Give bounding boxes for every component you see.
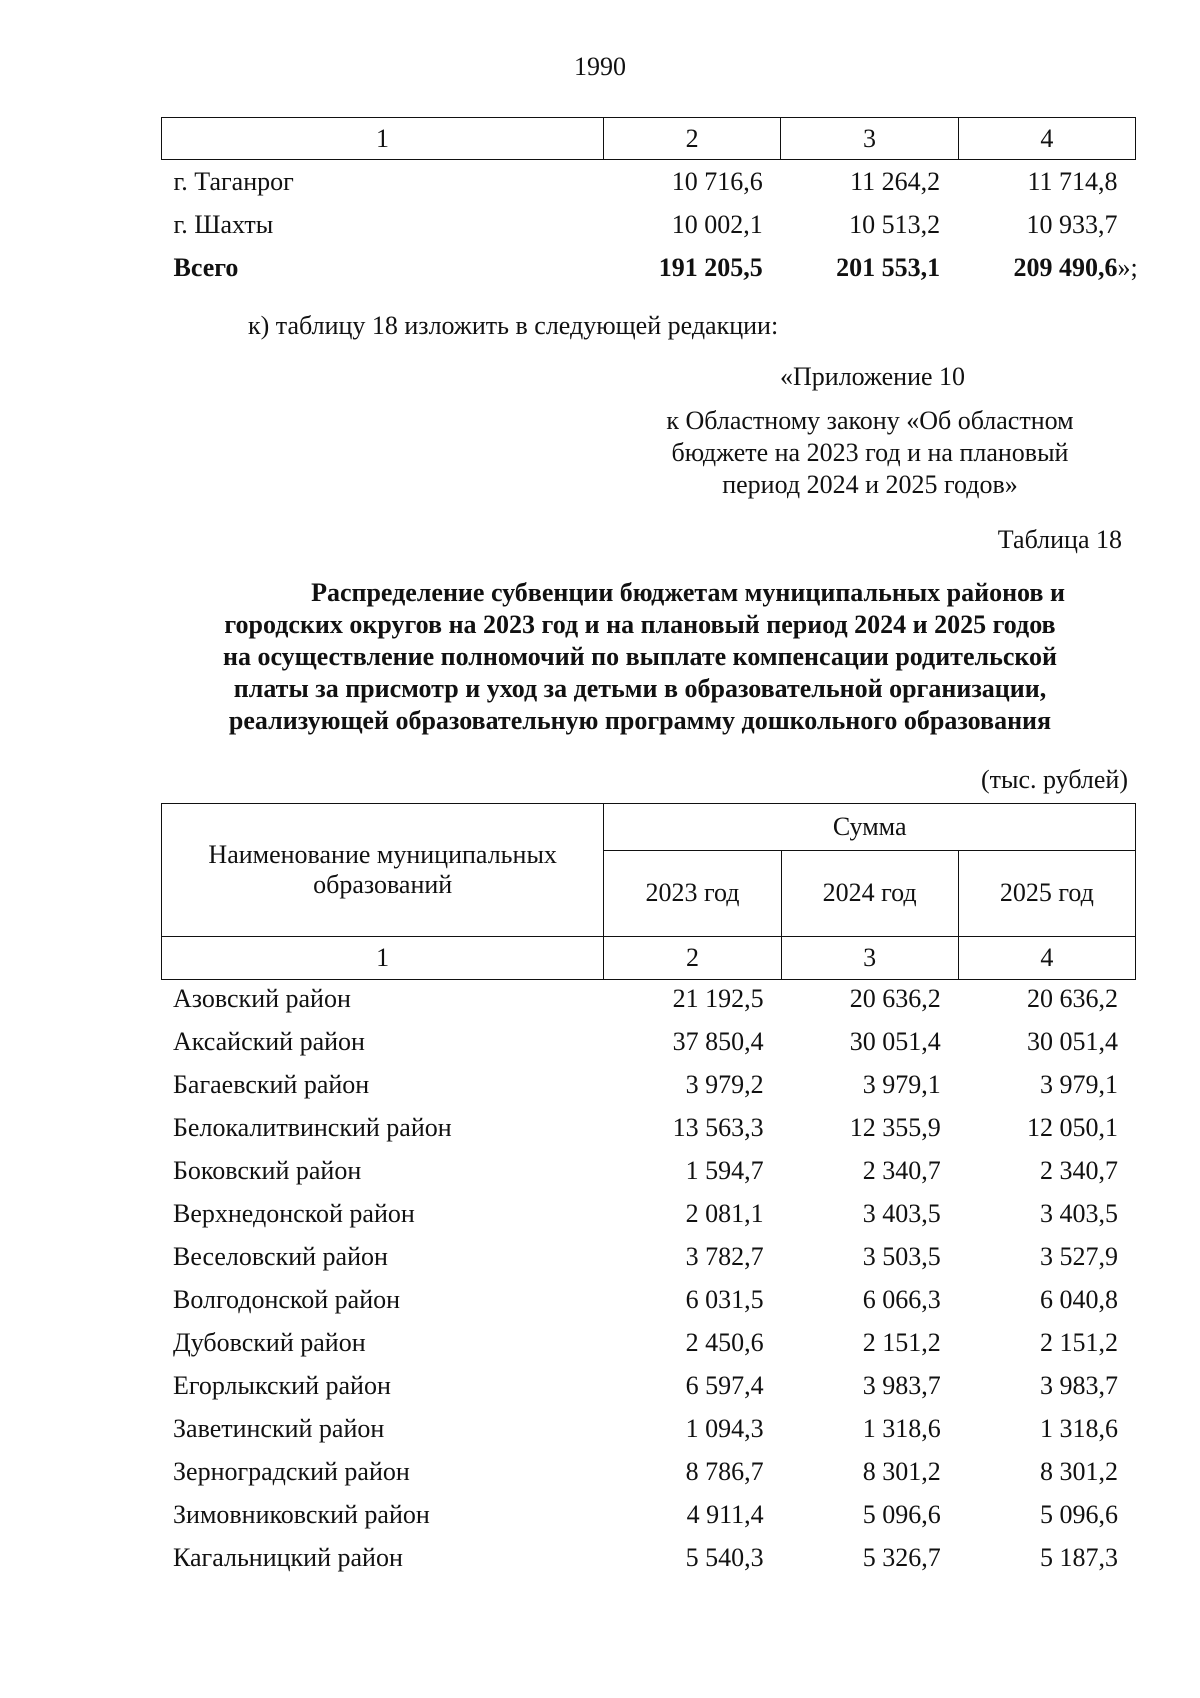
value-2023: 2 450,6 bbox=[685, 1327, 764, 1357]
value-2025: 3 979,1 bbox=[1040, 1069, 1118, 1099]
row-name: г. Шахты bbox=[173, 209, 274, 239]
appendix-line: «Приложение 10 bbox=[780, 362, 966, 391]
value-2025: 8 301,2 bbox=[1040, 1456, 1118, 1486]
value-2024: 3 979,1 bbox=[862, 1069, 941, 1099]
column-number: 1 bbox=[162, 937, 604, 980]
row-name: Дубовский район bbox=[173, 1327, 366, 1357]
name-header-line: образований bbox=[313, 870, 453, 899]
continuation-table bbox=[161, 117, 1136, 289]
value-2024: 2 340,7 bbox=[862, 1155, 941, 1185]
value-2024: 5 096,6 bbox=[862, 1499, 941, 1529]
value-2023: 21 192,5 bbox=[672, 983, 764, 1013]
table-row bbox=[161, 1493, 1136, 1536]
value-2024: 3 503,5 bbox=[862, 1241, 941, 1271]
appendix-reference bbox=[600, 405, 1140, 501]
value-2024: 2 151,2 bbox=[862, 1327, 941, 1357]
main-table-body bbox=[161, 977, 1136, 1579]
title-line: на осуществление полномочий по выплате компенсации родительской bbox=[223, 642, 1057, 671]
value-2024: 12 355,9 bbox=[849, 1112, 941, 1142]
value-2023: 2 081,1 bbox=[685, 1198, 764, 1228]
value-2023: 6 031,5 bbox=[685, 1284, 764, 1314]
instruction-text: к) таблицу 18 изложить в следующей редакции: bbox=[248, 311, 779, 340]
year-header-2024: 2024 год bbox=[781, 850, 958, 936]
column-number: 1 bbox=[162, 118, 604, 160]
value-2024: 20 636,2 bbox=[849, 983, 941, 1013]
row-name: Егорлыкский район bbox=[173, 1370, 391, 1400]
column-number: 4 bbox=[958, 118, 1135, 160]
row-name: Веселовский район bbox=[173, 1241, 388, 1271]
table-row bbox=[161, 1278, 1136, 1321]
value-2024: 8 301,2 bbox=[862, 1456, 941, 1486]
value-2023: 13 563,3 bbox=[672, 1112, 764, 1142]
table-row bbox=[161, 1020, 1136, 1063]
value-2024: 1 318,6 bbox=[862, 1413, 941, 1443]
table-row bbox=[161, 1106, 1136, 1149]
name-column-header bbox=[162, 804, 604, 937]
value-2025: 12 050,1 bbox=[1027, 1112, 1118, 1142]
main-table-header bbox=[161, 803, 1136, 980]
row-name: Зерноградский район bbox=[173, 1456, 410, 1486]
row-name: г. Таганрог bbox=[173, 166, 294, 196]
table-row bbox=[161, 1321, 1136, 1364]
units-label: (тыс. рублей) bbox=[980, 765, 1128, 794]
title-line: реализующей образовательную программу дошкольного образования bbox=[228, 706, 1052, 735]
row-name: Аксайский район bbox=[173, 1026, 365, 1056]
table-title bbox=[180, 577, 1100, 737]
value-2024: 30 051,4 bbox=[849, 1026, 941, 1056]
closing-quote: »; bbox=[1117, 252, 1138, 282]
value-2023: 6 597,4 bbox=[685, 1370, 764, 1400]
total-label: Всего bbox=[173, 252, 239, 282]
year-header-2023: 2023 год bbox=[604, 850, 781, 936]
title-line: городских округов на 2023 год и на плановый период 2024 и 2025 годов bbox=[224, 610, 1056, 639]
value-2025: 20 636,2 bbox=[1027, 983, 1118, 1013]
value-2025: 2 340,7 bbox=[1040, 1155, 1118, 1185]
total-row bbox=[162, 246, 1136, 289]
column-number: 3 bbox=[781, 118, 958, 160]
appendix-line: период 2024 и 2025 годов» bbox=[722, 470, 1018, 499]
table-row bbox=[161, 1149, 1136, 1192]
value-2025: 2 151,2 bbox=[1040, 1327, 1118, 1357]
value-2023: 4 911,4 bbox=[686, 1499, 764, 1529]
value-2023: 8 786,7 bbox=[685, 1456, 764, 1486]
value-2025: 6 040,8 bbox=[1040, 1284, 1118, 1314]
value-2025: 30 051,4 bbox=[1027, 1026, 1118, 1056]
row-name: Белокалитвинский район bbox=[173, 1112, 452, 1142]
value-2025: 1 318,6 bbox=[1040, 1413, 1118, 1443]
row-name: Боковский район bbox=[173, 1155, 362, 1185]
page-number: 1990 bbox=[574, 52, 626, 81]
title-line: платы за присмотр и уход за детьми в образовательной организации, bbox=[233, 674, 1047, 703]
continuation-header-row bbox=[162, 118, 1136, 160]
row-name: Верхнедонской район bbox=[173, 1198, 415, 1228]
value-2025: 5 096,6 bbox=[1040, 1499, 1118, 1529]
table-row bbox=[161, 1536, 1136, 1579]
value-2025: 5 187,3 bbox=[1040, 1542, 1118, 1572]
row-name: Зимовниковский район bbox=[173, 1499, 430, 1529]
value-2024: 3 983,7 bbox=[862, 1370, 941, 1400]
row-name: Багаевский район bbox=[173, 1069, 370, 1099]
appendix-line: бюджете на 2023 год и на плановый bbox=[671, 438, 1069, 467]
row-name: Азовский район bbox=[173, 983, 351, 1013]
column-number: 2 bbox=[603, 118, 780, 160]
value-2024: 3 403,5 bbox=[862, 1198, 941, 1228]
value-2023: 37 850,4 bbox=[672, 1026, 764, 1056]
value-2025: 10 933,7 bbox=[1026, 209, 1118, 239]
row-name: Заветинский район bbox=[173, 1413, 385, 1443]
value-2023: 10 002,1 bbox=[671, 209, 763, 239]
table-row bbox=[161, 1407, 1136, 1450]
value-2023: 5 540,3 bbox=[685, 1542, 764, 1572]
total-2024: 201 553,1 bbox=[836, 252, 941, 282]
value-2024: 11 264,2 bbox=[850, 166, 941, 196]
year-header-2025: 2025 год bbox=[958, 850, 1135, 936]
column-number: 2 bbox=[604, 937, 781, 980]
table-row bbox=[161, 977, 1136, 1020]
value-2025: 3 983,7 bbox=[1040, 1370, 1118, 1400]
table-row bbox=[162, 160, 1136, 204]
total-2023: 191 205,5 bbox=[658, 252, 763, 282]
table-row bbox=[161, 1192, 1136, 1235]
value-2023: 1 094,3 bbox=[685, 1413, 764, 1443]
title-line: Распределение субвенции бюджетам муниципальных районов и bbox=[311, 578, 1065, 607]
name-header-line: Наименование муниципальных bbox=[208, 840, 557, 869]
table-row bbox=[161, 1235, 1136, 1278]
table-row bbox=[161, 1063, 1136, 1106]
value-2023: 3 782,7 bbox=[685, 1241, 764, 1271]
value-2024: 5 326,7 bbox=[862, 1542, 941, 1572]
value-2023: 1 594,7 bbox=[685, 1155, 764, 1185]
table-row bbox=[162, 203, 1136, 246]
appendix-line: к Областному закону «Об областном bbox=[666, 406, 1074, 435]
value-2025: 3 527,9 bbox=[1040, 1241, 1118, 1271]
column-number: 4 bbox=[958, 937, 1135, 980]
column-number: 3 bbox=[781, 937, 958, 980]
total-2025-cell bbox=[958, 246, 1138, 289]
value-2023: 3 979,2 bbox=[685, 1069, 764, 1099]
row-name: Кагальницкий район bbox=[173, 1542, 403, 1572]
value-2024: 6 066,3 bbox=[862, 1284, 941, 1314]
total-2025: 209 490,6 bbox=[1013, 252, 1118, 282]
value-2025: 3 403,5 bbox=[1040, 1198, 1118, 1228]
table-row bbox=[161, 1364, 1136, 1407]
row-name: Волгодонской район bbox=[173, 1284, 401, 1314]
value-2025: 11 714,8 bbox=[1027, 166, 1118, 196]
table-label: Таблица 18 bbox=[997, 525, 1122, 554]
sum-header: Сумма bbox=[604, 804, 1136, 851]
value-2023: 10 716,6 bbox=[671, 166, 763, 196]
table-row bbox=[161, 1450, 1136, 1493]
value-2024: 10 513,2 bbox=[849, 209, 941, 239]
